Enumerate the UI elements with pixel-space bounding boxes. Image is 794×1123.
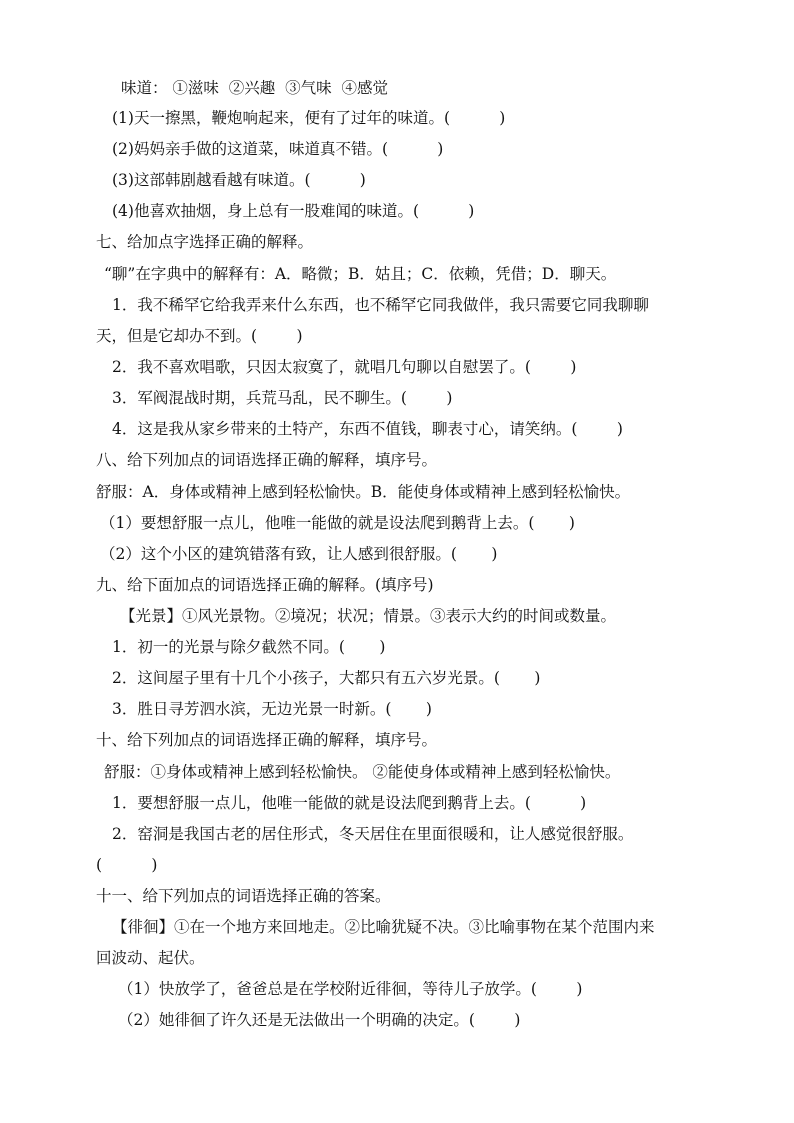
section-11-intro-cont: 回波动、起伏。 bbox=[96, 949, 205, 967]
section-7-question-1: 1．我不稀罕它给我弄来什么东西，也不稀罕它同我做伴，我只需要它同我聊聊 bbox=[112, 296, 649, 314]
section-7-question-1-cont: 天，但是它却办不到。( ) bbox=[96, 327, 303, 345]
section-10-question-1: 1．要想舒服一点儿，他唯一能做的就是设法爬到鹅背上去。( ) bbox=[112, 794, 587, 812]
section-7-question-3: 3．军阀混战时期，兵荒马乱，民不聊生。( ) bbox=[112, 389, 453, 407]
section-10-intro: 舒服：①身体或精神上感到轻松愉快。 ②能使身体或精神上感到轻松愉快。 bbox=[104, 763, 621, 781]
section-10-question-2: 2．窑洞是我国古老的居住形式，冬天居住在里面很暖和，让人感觉很舒服。 bbox=[112, 825, 634, 843]
section-7-heading: 七、给加点字选择正确的解释。 bbox=[96, 233, 314, 251]
weidao-question-4: (4)他喜欢抽烟，身上总有一股难闻的味道。( ) bbox=[112, 202, 475, 220]
section-8-question-2: （2）这个小区的建筑错落有致，让人感到很舒服。( ) bbox=[100, 545, 498, 563]
weidao-question-1: (1)天一擦黑，鞭炮响起来，便有了过年的味道。( ) bbox=[112, 109, 506, 127]
section-10-question-2-blank: ( ) bbox=[96, 856, 158, 874]
weidao-options: 味道： ①滋味 ②兴趣 ③气味 ④感觉 bbox=[121, 79, 388, 97]
section-9-question-3: 3．胜日寻芳泗水滨，无边光景一时新。( ) bbox=[112, 700, 432, 718]
section-11-question-1: （1）快放学了，爸爸总是在学校附近徘徊，等待儿子放学。( ) bbox=[118, 980, 583, 998]
section-8-question-1: （1）要想舒服一点儿，他唯一能做的就是设法爬到鹅背上去。( ) bbox=[100, 514, 575, 532]
section-9-intro: 【光景】①风光景物。②境况；状况；情景。③表示大约的时间或数量。 bbox=[120, 607, 617, 625]
section-10-heading: 十、给下列加点的词语选择正确的解释，填序号。 bbox=[96, 731, 438, 749]
section-9-question-1: 1．初一的光景与除夕截然不同。( ) bbox=[112, 638, 386, 656]
section-11-intro: 【徘徊】①在一个地方来回地走。②比喻犹疑不决。③比喻事物在某个范围内来 bbox=[112, 918, 655, 936]
section-7-question-2: 2．我不喜欢唱歌，只因太寂寞了，就唱几句聊以自慰罢了。( ) bbox=[112, 358, 577, 376]
section-7-intro: “聊”在字典中的解释有：A．略微；B．姑且；C．依赖，凭借；D．聊天。 bbox=[104, 265, 617, 283]
weidao-question-2: (2)妈妈亲手做的这道菜，味道真不错。( ) bbox=[112, 140, 444, 158]
section-11-heading: 十一、给下列加点的词语选择正确的答案。 bbox=[96, 887, 391, 905]
section-7-question-4: 4．这是我从家乡带来的土特产，东西不值钱，聊表寸心，请笑纳。( ) bbox=[112, 420, 623, 438]
section-8-heading: 八、给下列加点的词语选择正确的解释，填序号。 bbox=[96, 451, 438, 469]
section-9-question-2: 2．这间屋子里有十几个小孩子，大都只有五六岁光景。( ) bbox=[112, 669, 541, 687]
section-11-question-2: （2）她徘徊了许久还是无法做出一个明确的决定。( ) bbox=[118, 1011, 521, 1029]
section-9-heading: 九、给下面加点的词语选择正确的解释。(填序号) bbox=[96, 576, 434, 594]
section-8-intro: 舒服：A．身体或精神上感到轻松愉快。B．能使身体或精神上感到轻松愉快。 bbox=[96, 483, 631, 501]
weidao-question-3: (3)这部韩剧越看越有味道。( ) bbox=[112, 171, 366, 189]
